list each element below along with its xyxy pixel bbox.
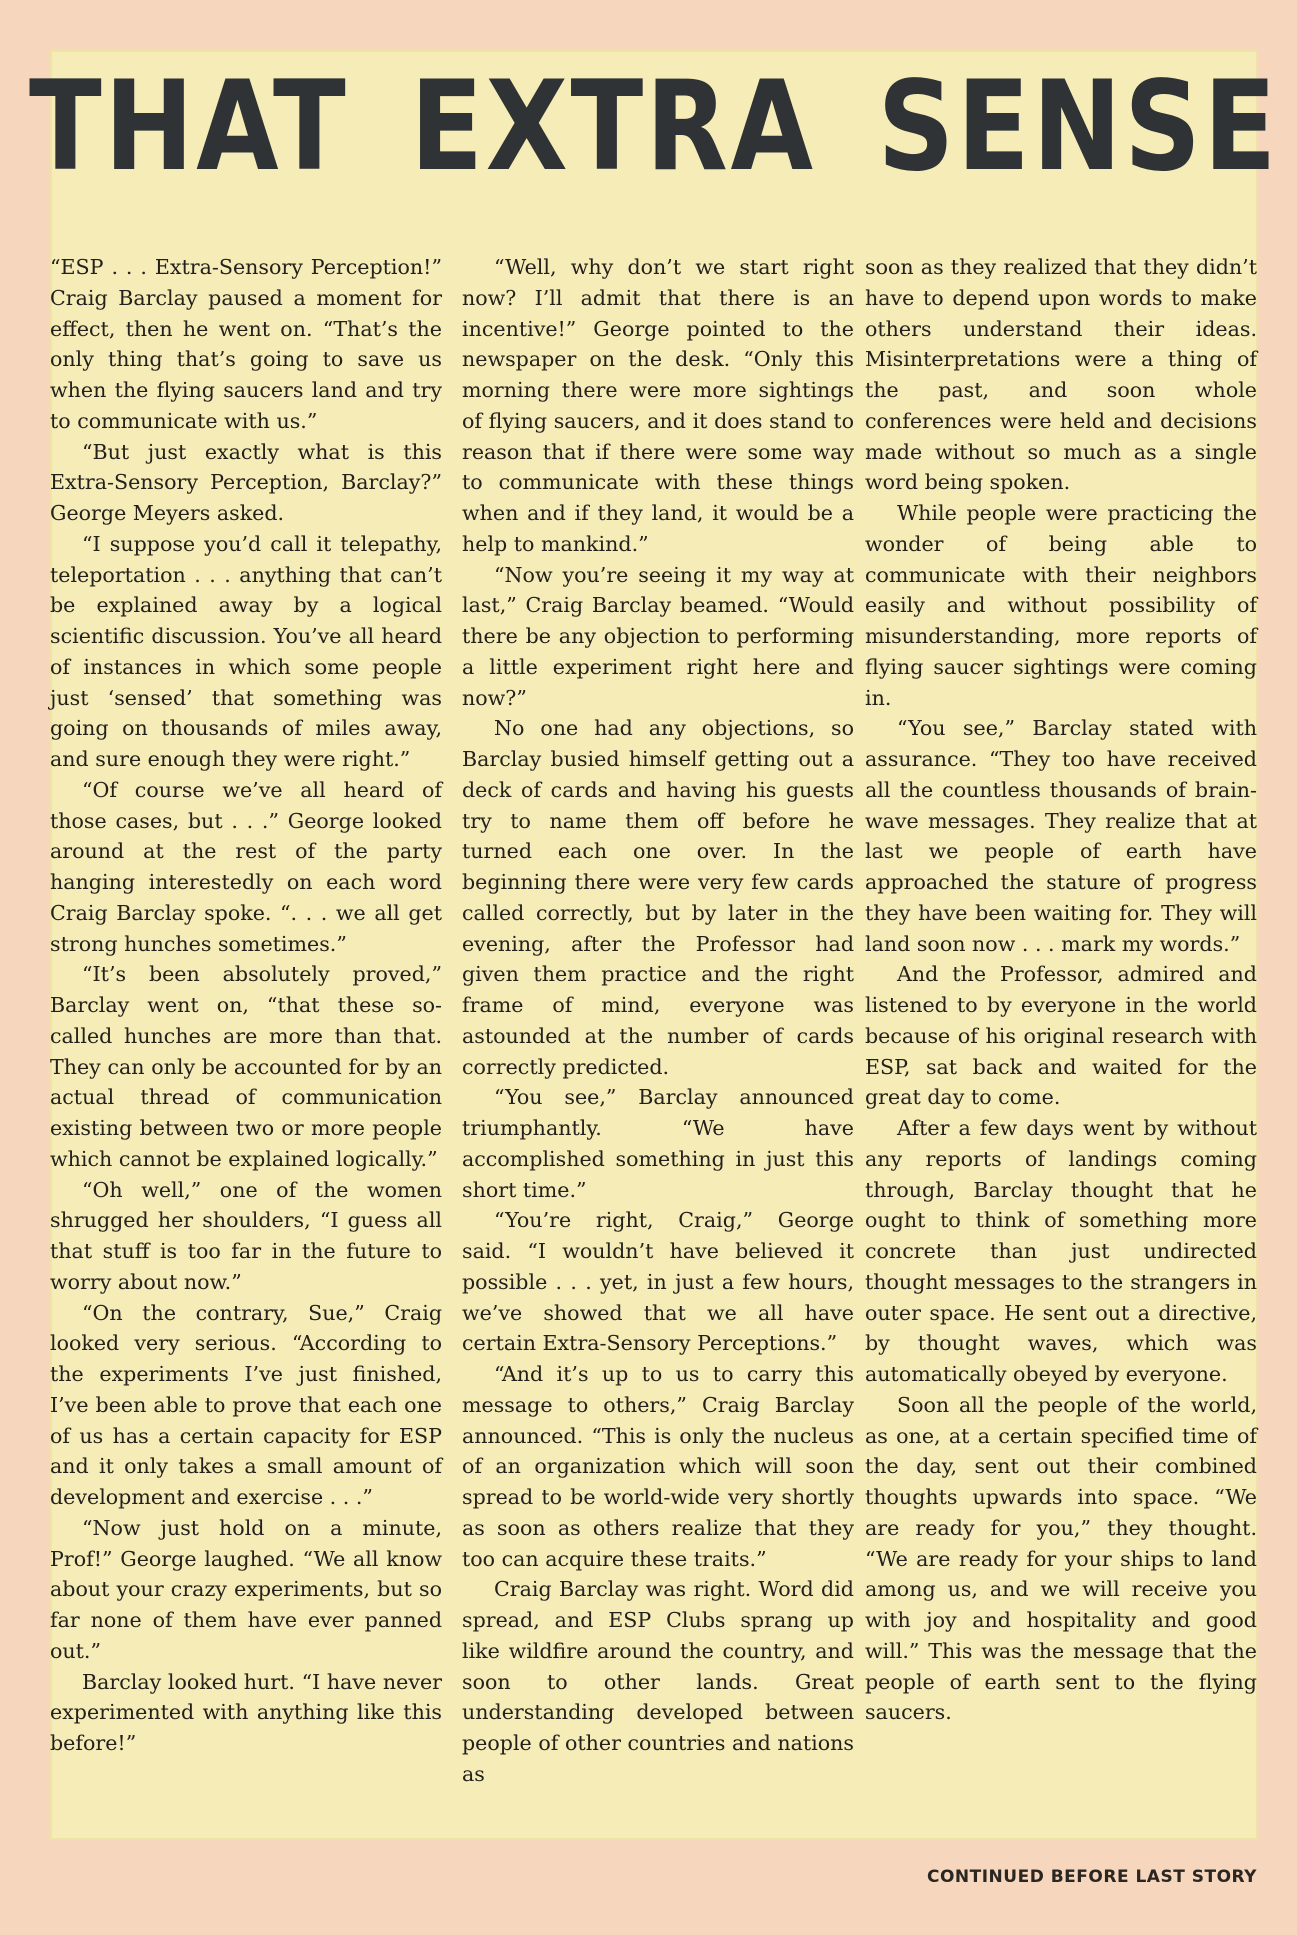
title-word: EXTRA [410,55,816,199]
paragraph: “You see,” Barclay stated with assurance. “They too have received all the countless thousands of brain-wave messages. They realize that at last we people of earth have approached the stature of progress they have been waiting for. They will land soon now . . . mark my words.” [865,716,1257,956]
paragraph: “Oh well,” one of the women shrugged her shoulders, “I guess all that stuff is too far in the future to worry about now.” [50,1177,442,1294]
paragraph: “I suppose you’d call it telepathy, teleportation . . . anything that can’t be explained away by a logical scientific discussion. You’ve all heard of instances in which some people just ‘sensed’ that something was going on thousands of miles away, and sure enough they were right.” [50,531,442,771]
paragraph: Soon all the people of the world, as one, at a certain specified time of the day, sent out their combined thoughts upwards into space. “We are ready for you,” they thought. “We are ready for your ships to land among us, and we will receive you with joy and hospitality and good will.” This was the message that the people of earth sent to the flying saucers. [865,1392,1257,1725]
text-column-1 [50,252,442,1759]
paragraph: “Well, why don’t we start right now? I’ll admit that there is an incentive!” George pointed to the newspaper on the desk. “Only this morning there were more sightings of flying saucers, and it does stand to reason that if there were some way to communicate with these things when and if they land, it would be a help to mankind.” [462,255,854,556]
paragraph: “You see,” Barclay announced triumphantly. “We have accomplished something in just this short time.” [462,1085,854,1202]
story-columns [50,202,1258,1892]
paragraph: soon as they realized that they didn’t have to depend upon words to make others understand their ideas. Misinterpretations were a thing of the past, and soon whole conferences were held and decisions made without so much as a single word being spoken. [865,255,1257,495]
text-column-2 [462,252,854,1790]
title-word: SENSE [877,55,1279,199]
paragraph: No one had any objections, so Barclay busied himself getting out a deck of cards and having his guests try to name them off before he turned each one over. In the beginning there were very few cards called correctly, but by later in the evening, after the Professor had given them practice and the right frame of mind, everyone was astounded at the number of cards correctly predicted. [462,716,854,1079]
continued-note: CONTINUED BEFORE LAST STORY [926,1867,1257,1887]
story-page [29,50,1279,1840]
paragraph: “On the contrary, Sue,” Craig looked very serious. “According to the experiments I’ve just finished, I’ve been able to prove that each one of us has a certain capacity for ESP and it only takes a small amount of development and exercise . . .” [50,1300,442,1509]
paragraph: “It’s been absolutely proved,” Barclay went on, “that these so-called hunches are more than that. They can only be accounted for by an actual thread of communication existing between two or more people which cannot be explained logically.” [50,962,442,1171]
title-word: THAT [29,55,349,199]
text-column-3 [865,252,1257,1728]
paragraph: Barclay looked hurt. “I have never experimented with anything like this before!” [50,1669,442,1755]
paragraph: Craig Barclay was right. Word did spread, and ESP Clubs sprang up like wildfire around the country, and soon to other lands. Great understanding developed between people of other countries and nations as [462,1577,854,1786]
paragraph: “And it’s up to us to carry this message to others,” Craig Barclay announced. “This is only the nucleus of an organization which will soon spread to be world-wide very shortly as soon as others realize that they too can acquire these traits.” [462,1362,854,1571]
paragraph: “Now you’re seeing it my way at last,” Craig Barclay beamed. “Would there be any objection to performing a little experiment right here and now?” [462,562,854,710]
paragraph: “ESP . . . Extra-Sensory Perception!” Craig Barclay paused a moment for effect, then he went on. “That’s the only thing that’s going to save us when the flying saucers land and try to communicate with us.” [50,255,442,433]
paragraph: While people were practicing the wonder of being able to communicate with their neighbors easily and without possibility of misunderstanding, more reports of flying saucer sightings were coming in. [865,501,1257,710]
paragraph: “Now just hold on a minute, Prof!” George laughed. “We all know about your crazy experiments, but so far none of them have ever panned out.” [50,1515,442,1663]
paragraph: “Of course we’ve all heard of those cases, but . . .” George looked around at the rest of the party hanging interestedly on each word Craig Barclay spoke. “. . . we all get strong hunches sometimes.” [50,777,442,956]
paragraph: “But just exactly what is this Extra-Sensory Perception, Barclay?” George Meyers asked. [50,439,442,525]
paragraph: After a few days went by without any reports of landings coming through, Barclay thought that he ought to think of something more concrete than just undirected thought messages to the strangers in outer space. He sent out a directive, by thought waves, which was automatically obeyed by everyone. [865,1116,1257,1386]
story-title [29,52,1279,202]
paragraph: “You’re right, Craig,” George said. “I wouldn’t have believed it possible . . . yet, in just a few hours, we’ve showed that we all have certain Extra-Sensory Perceptions.” [462,1208,854,1356]
paragraph: And the Professor, admired and listened to by everyone in the world because of his original research with ESP, sat back and waited for the great day to come. [865,962,1257,1110]
